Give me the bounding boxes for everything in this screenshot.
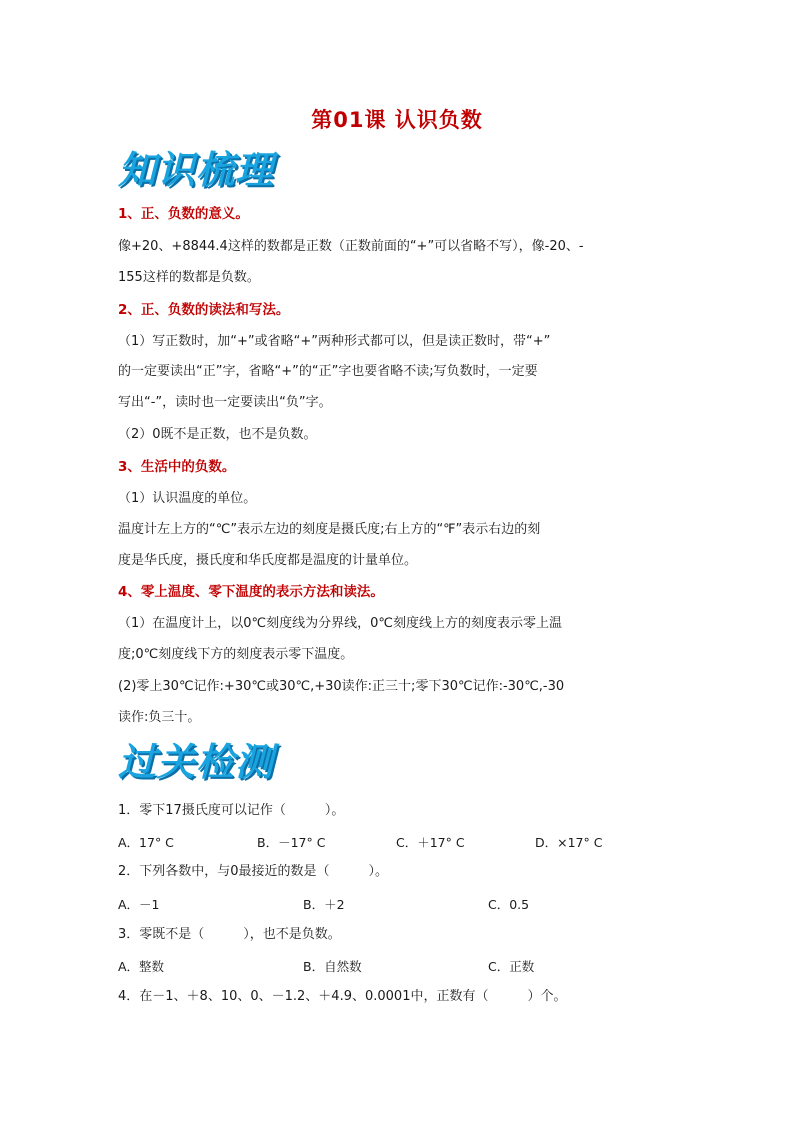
q2-option-c[interactable]: C．0.5 [488, 897, 530, 912]
knowledge-banner: 知识梳理 [118, 148, 275, 192]
q3-option-a[interactable]: A．整数 [118, 959, 165, 974]
q1-option-b[interactable]: B．－17° C [257, 835, 326, 850]
paragraph-4d: 读作:负三十。 [118, 710, 201, 725]
heading-3: 3、生活中的负数。 [118, 459, 236, 475]
question-1: 1．零下17摄氏度可以记作（ ）。 [118, 803, 345, 818]
paragraph-4a: （1）在温度计上，以0℃刻度线为分界线，0℃刻度线上方的刻度表示零上温 [118, 616, 563, 631]
heading-4: 4、零上温度、零下温度的表示方法和读法。 [118, 584, 384, 600]
heading-2: 2、正、负数的读法和写法。 [118, 302, 290, 318]
question-2: 2．下列各数中，与0最接近的数是（ ）。 [118, 864, 389, 879]
q1-option-a[interactable]: A．17° C [118, 835, 174, 850]
paragraph-4c: (2)零上30℃记作:+30℃或30℃,+30读作:正三十;零下30℃记作:-30℃,-30 [118, 679, 565, 694]
paragraph-4b: 度;0℃刻度线下方的刻度表示零下温度。 [118, 647, 354, 662]
paragraph-1a: 像+20、+8844.4这样的数都是正数（正数前面的“+”可以省略不写），像-20、- [118, 239, 584, 254]
test-banner: 过关检测 [118, 740, 275, 784]
question-4: 4．在－1、＋8、10、0、－1.2、＋4.9、0.0001中，正数有（ ）个。 [118, 989, 567, 1004]
paragraph-2b: 的一定要读出“正”字，省略“+”的“正”字也要省略不读;写负数时，一定要 [118, 364, 538, 379]
paragraph-1b: 155这样的数都是负数。 [118, 270, 260, 285]
q1-option-d[interactable]: D．×17° C [535, 835, 603, 850]
q3-option-c[interactable]: C．正数 [488, 959, 535, 974]
paragraph-3b: 温度计左上方的“℃”表示左边的刻度是摄氏度;右上方的“℉”表示右边的刻 [118, 522, 541, 537]
paragraph-2d: （2）0既不是正数，也不是负数。 [118, 427, 317, 442]
paragraph-2a: （1）写正数时，加“+”或省略“+”两种形式都可以，但是读正数时，带“+” [118, 334, 551, 349]
paragraph-3a: （1）认识温度的单位。 [118, 491, 257, 506]
q1-option-c[interactable]: C．＋17° C [396, 835, 465, 850]
q2-option-a[interactable]: A．－1 [118, 897, 160, 912]
paragraph-3c: 度是华氏度，摄氏度和华氏度都是温度的计量单位。 [118, 553, 418, 568]
question-3: 3．零既不是（ ），也不是负数。 [118, 927, 341, 942]
q3-option-b[interactable]: B．自然数 [303, 959, 362, 974]
q2-option-b[interactable]: B．＋2 [303, 897, 345, 912]
heading-1: 1、正、负数的意义。 [118, 206, 249, 222]
paragraph-2c: 写出“-”，读时也一定要读出“负”字。 [118, 395, 332, 410]
lesson-title: 第01课 认识负数 [311, 108, 483, 132]
